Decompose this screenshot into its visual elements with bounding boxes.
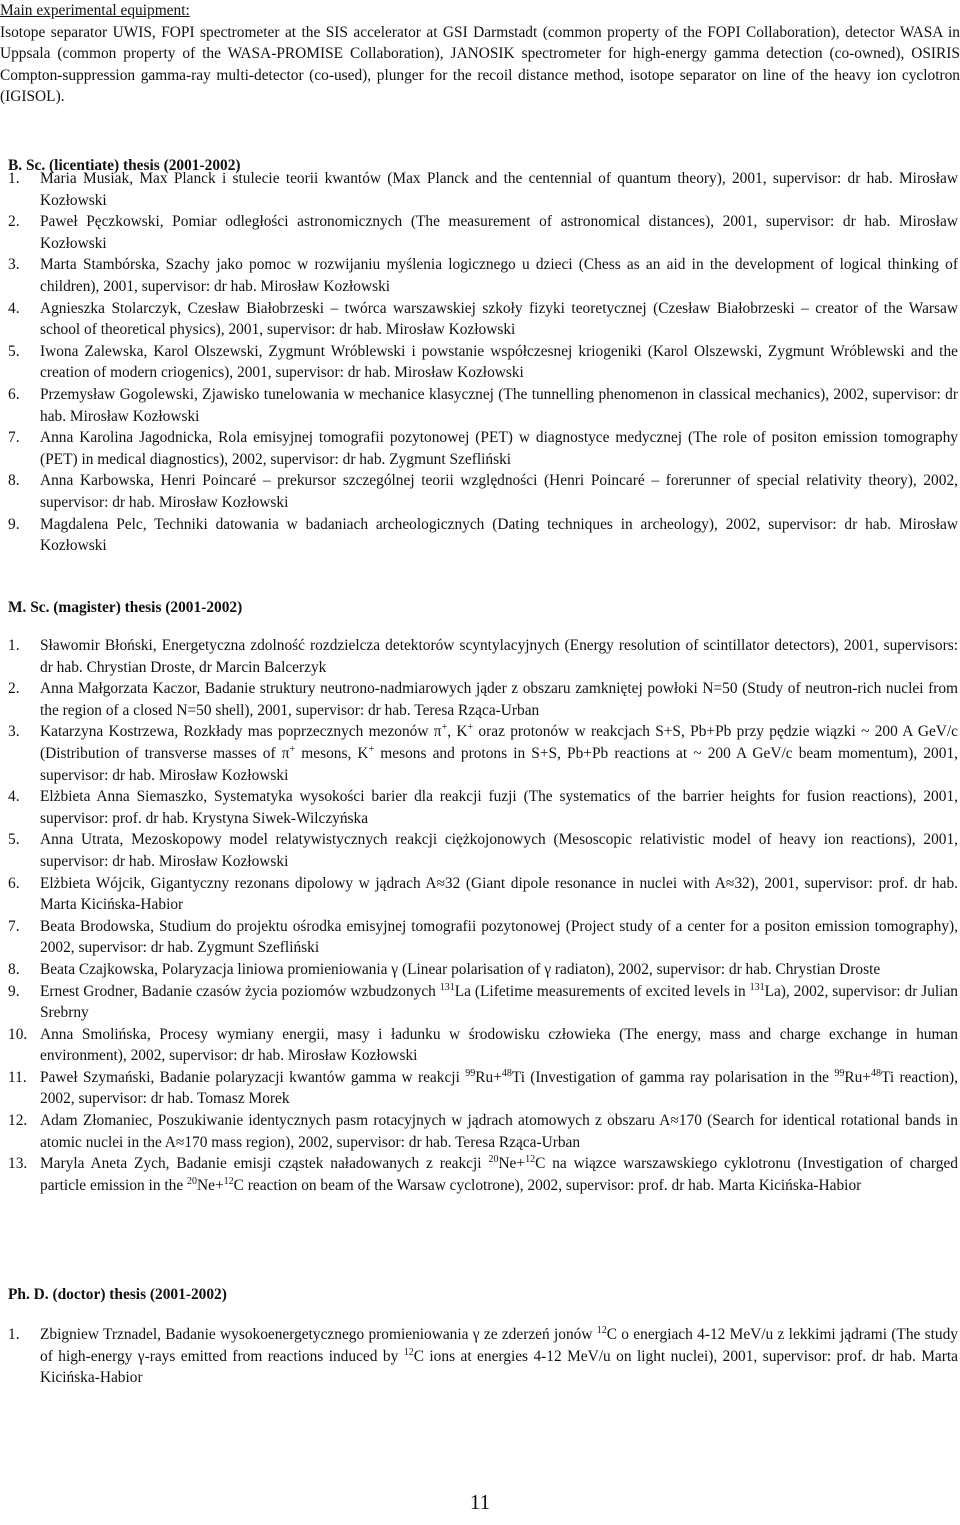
- list-item: [8, 1324, 958, 1389]
- item-number: 2.: [8, 213, 20, 231]
- item-text: [40, 723, 958, 783]
- text-run: C o energiach 4-12 MeV/u z lekkimi jądrami (The study of high-energy γ-rays emitted from reactions induced by: [40, 1326, 958, 1365]
- text-run: Paweł Szymański, Badanie polaryzacji kwantów gamma w reakcji: [40, 1068, 466, 1086]
- item-number: 1.: [8, 1326, 20, 1343]
- text-run: C reaction on beam of the Warsaw cyclotrone), 2002, supervisor: prof. dr hab. Marta Kicińska-Habior: [233, 1176, 862, 1194]
- superscript: 48: [501, 1067, 512, 1079]
- text-run: Katarzyna Kostrzewa, Rozkłady mas poprzecznych mezonów π: [40, 723, 442, 741]
- list-item: [8, 514, 958, 557]
- item-number: 10.: [8, 1025, 28, 1043]
- item-text: Marta Stambórska, Szachy jako pomoc w rozwijaniu myślenia logicznego u dzieci (Chess as an aid in the development of logical thinking of children), 2001, supervisor: dr hab. Mirosław Kozłowski: [40, 256, 958, 295]
- item-number: 5.: [8, 342, 20, 360]
- text-run: mesons, K: [295, 744, 369, 762]
- item-text: Elżbieta Anna Siemaszko, Systematyka wysokości barier dla reakcji fuzji (The systematics of the barrier heights for fusion reactions), 2001, supervisor: prof. dr hab. Krystyna Siwek-Wilczyńska: [40, 788, 958, 827]
- item-text: Elżbieta Wójcik, Gigantyczny rezonans dipolowy w jądrach A≈32 (Giant dipole resonance in nuclei with A≈32), 2001, supervisor: prof. dr hab. Marta Kicińska-Habior: [40, 874, 958, 914]
- item-number: 8.: [8, 472, 20, 490]
- superscript: 99: [834, 1067, 845, 1079]
- item-text: Maria Musiak, Max Planck i stulecie teorii kwantów (Max Planck and the centennial of quantum theory), 2001, supervisor: dr hab. Mirosław Kozłowski: [40, 170, 958, 209]
- item-text: Anna Smolińska, Procesy wymiany energii, masy i ładunku w środowisku człowieka (The energy, mass and charge exchange in human environment), 2002, supervisor: dr hab. Mirosław Kozłowski: [40, 1025, 958, 1065]
- item-number: 1.: [8, 637, 20, 654]
- msc-thesis-list: [8, 635, 958, 1196]
- list-item: [8, 470, 958, 513]
- item-number: 4.: [8, 299, 20, 317]
- item-number: 6.: [8, 874, 20, 892]
- item-text: Magdalena Pelc, Techniki datowania w badaniach archeologicznych (Dating techniques in archeology), 2002, supervisor: dr hab. Mirosław Kozłowski: [40, 515, 958, 555]
- item-text: Anna Karolina Jagodnicka, Rola emisyjnej tomografii pozytonowej (PET) w diagnostyce medycznej (The role of positon emission tomography (PET) in medical diagnostics), 2002, supervisor: dr hab. Zygmunt Szefliński: [40, 429, 958, 468]
- item-number: 7.: [8, 917, 20, 935]
- item-text: Paweł Pęczkowski, Pomiar odległości astronomicznych (The measurement of astronomical distances), 2001, supervisor: dr hab. Mirosław Kozłowski: [40, 213, 958, 252]
- superscript: 12: [525, 1154, 536, 1166]
- superscript: +: [441, 722, 448, 734]
- list-item: [8, 1110, 958, 1153]
- item-number: 3.: [8, 723, 20, 741]
- item-number: 4.: [8, 788, 20, 806]
- text-run: Maryla Aneta Zych, Badanie emisji cząstek naładowanych z reakcji: [40, 1155, 489, 1173]
- equipment-section: [0, 0, 960, 108]
- superscript: 12: [403, 1346, 414, 1358]
- text-run: Ru+: [844, 1068, 871, 1086]
- list-item: [8, 1067, 958, 1110]
- item-number: 1.: [8, 170, 20, 187]
- phd-heading: Ph. D. (doctor) thesis (2001-2002): [8, 1286, 227, 1303]
- list-item: [8, 298, 958, 341]
- item-number: 8.: [8, 960, 20, 978]
- item-number: 13.: [8, 1155, 28, 1173]
- superscript: 131: [749, 981, 765, 993]
- item-number: 3.: [8, 256, 20, 274]
- item-number: 7.: [8, 429, 20, 447]
- item-text: Beata Brodowska, Studium do projektu ośrodka emisyjnej tomografii pozytonowej (Project study of a center for a positon emission tomography), 2002, supervisor: dr hab. Zygmunt Szefliński: [40, 917, 958, 957]
- list-item: [8, 959, 958, 981]
- msc-heading: M. Sc. (magister) thesis (2001-2002): [8, 599, 243, 616]
- item-number: 9.: [8, 982, 20, 1000]
- item-number: 6.: [8, 385, 20, 403]
- list-item: [8, 341, 958, 384]
- superscript: 12: [596, 1325, 607, 1336]
- item-text: Adam Złomaniec, Poszukiwanie identycznych pasm rotacyjnych w jądrach atomowych z obszaru A≈170 (Search for identical rotational bands in atomic nuclei in the A≈170 mass region), 2002, supervisor: dr hab. Teresa Rząca-Urban: [40, 1112, 958, 1151]
- item-text: Sławomir Błoński, Energetyczna zdolność rozdzielcza detektorów scyntylacyjnych (Energy resolution of scintillator detectors), 2001, supervisors: dr hab. Chrystian Droste, dr Marcin Balcerzyk: [40, 637, 958, 676]
- list-item: [8, 1024, 958, 1067]
- text-run: Zbigniew Trznadel, Badanie wysokoenergetycznego promieniowania γ ze zderzeń jonów: [40, 1326, 597, 1343]
- list-item: [8, 254, 958, 297]
- item-text: Anna Utrata, Mezoskopowy model relatywistycznych reakcji ciężkojonowych (Mesoscopic relativistic model of heavy ion reactions), 2001, supervisor: dr hab. Mirosław Kozłowski: [40, 831, 958, 870]
- list-item: [8, 916, 958, 959]
- item-text: [40, 1069, 958, 1108]
- superscript: 20: [187, 1175, 198, 1187]
- item-text: [40, 1326, 958, 1386]
- text-run: , K: [447, 723, 468, 741]
- list-item: [8, 635, 958, 678]
- item-text: Anna Małgorzata Kaczor, Badanie struktury neutrono-nadmiarowych jąder z obszaru zamkniętej powłoki N=50 (Study of neutron-rich nuclei from the region of a closed N=50 shell), 2001, supervisor: dr hab. Teresa Rząca-Urban: [40, 680, 958, 719]
- list-item: [8, 721, 958, 786]
- item-number: 9.: [8, 515, 20, 533]
- superscript: 20: [488, 1154, 499, 1166]
- item-text: [40, 1155, 958, 1194]
- list-item: [8, 168, 958, 211]
- list-item: [8, 981, 958, 1024]
- text-run: oraz protonów w reakcjach S+S, Pb+Pb przy pędzie wiązki ~ 200 A GeV/c (Distribution of transverse masses of π: [40, 723, 959, 762]
- list-item: [8, 873, 958, 916]
- list-item: [8, 786, 958, 829]
- item-text: Agnieszka Stolarczyk, Czesław Białobrzeski – twórca warszawskiej szkoły fizyki teoretycznej (Czesław Białobrzeski – creator of the Warsaw school of theoretical physics), 2001, supervisor: dr hab. Mirosław Kozłowski: [40, 299, 958, 339]
- item-text: Anna Karbowska, Henri Poincaré – prekursor szczególnej teorii względności (Henri Poincaré – forerunner of special relativity theory), 2002, supervisor: dr hab. Mirosław Kozłowski: [40, 472, 958, 511]
- equipment-heading: Main experimental equipment:: [0, 2, 190, 19]
- superscript: 48: [870, 1067, 881, 1079]
- text-run: Ti reaction), 2002, supervisor: dr hab. Tomasz Morek: [40, 1068, 958, 1108]
- item-number: 2.: [8, 680, 20, 698]
- text-run: La (Lifetime measurements of excited levels in: [454, 982, 750, 1000]
- text-run: Ti (Investigation of gamma ray polarisation in the: [511, 1068, 835, 1086]
- bsc-thesis-list: [8, 168, 958, 557]
- superscript: 12: [223, 1175, 234, 1187]
- list-item: [8, 384, 958, 427]
- text-run: Ernest Grodner, Badanie czasów życia poziomów wzbudzonych: [40, 982, 440, 1000]
- item-text: [40, 983, 958, 1022]
- page-number: 11: [469, 1490, 491, 1514]
- superscript: 99: [465, 1067, 476, 1079]
- text-run: C na wiązce warszawskiego cyklotronu (Investigation of charged particle emission in the: [40, 1155, 959, 1194]
- item-number: 11.: [8, 1068, 27, 1086]
- list-item: [8, 211, 958, 254]
- item-text: Beata Czajkowska, Polaryzacja liniowa promieniowania γ (Linear polarisation of γ radiaton), 2002, supervisor: dr hab. Chrystian Droste: [40, 960, 881, 978]
- text-run: C ions at energies 4-12 MeV/u on light nuclei), 2001, supervisor: prof. dr hab. Marta Kicińska-Habior: [40, 1347, 958, 1387]
- list-item: [8, 427, 958, 470]
- bsc-heading: B. Sc. (licentiate) thesis (2001-2002): [8, 157, 241, 174]
- text-run: Ne+: [498, 1155, 526, 1173]
- item-text: Przemysław Gogolewski, Zjawisko tunelowania w mechanice klasycznej (The tunnelling phenomenon in classical mechanics), 2002, supervisor: dr hab. Mirosław Kozłowski: [40, 385, 958, 425]
- text-run: Ne+: [197, 1176, 224, 1194]
- item-number: 5.: [8, 831, 20, 849]
- phd-thesis-list: [8, 1324, 958, 1389]
- list-item: [8, 1153, 958, 1196]
- superscript: 131: [439, 981, 455, 993]
- item-number: 12.: [8, 1112, 28, 1130]
- text-run: mesons and protons in S+S, Pb+Pb reactions at ~ 200 A GeV/c beam momentum), 2001, supervisor: dr hab. Mirosław Kozłowski: [40, 744, 958, 784]
- superscript: +: [368, 743, 375, 755]
- list-item: [8, 829, 958, 872]
- superscript: +: [289, 743, 296, 755]
- list-item: [8, 678, 958, 721]
- text-run: La), 2002, supervisor: dr Julian Srebrny: [40, 982, 958, 1022]
- superscript: +: [467, 722, 474, 734]
- equipment-text: Isotope separator UWIS, FOPI spectrometer at the SIS accelerator at GSI Darmstadt (common property of the FOPI Collaboration), detector WASA in Uppsala (common property of the WASA-PROMISE Collaboration), JANOSIK spectrometer for high-energy gamma detection (co-owned), OSIRIS Compton-suppression gamma-ray multi-detector (co-used), plunger for the recoil distance method, isotope separator on line of the heavy ion cyclotron (IGISOL).: [0, 23, 960, 106]
- item-text: Iwona Zalewska, Karol Olszewski, Zygmunt Wróblewski i powstanie współczesnej kriogeniki (Karol Olszewski, Zygmunt Wróblewski and the creation of modern criogenics), 2001, supervisor: dr hab. Mirosław Kozłowski: [40, 342, 958, 382]
- text-run: Ru+: [475, 1068, 502, 1086]
